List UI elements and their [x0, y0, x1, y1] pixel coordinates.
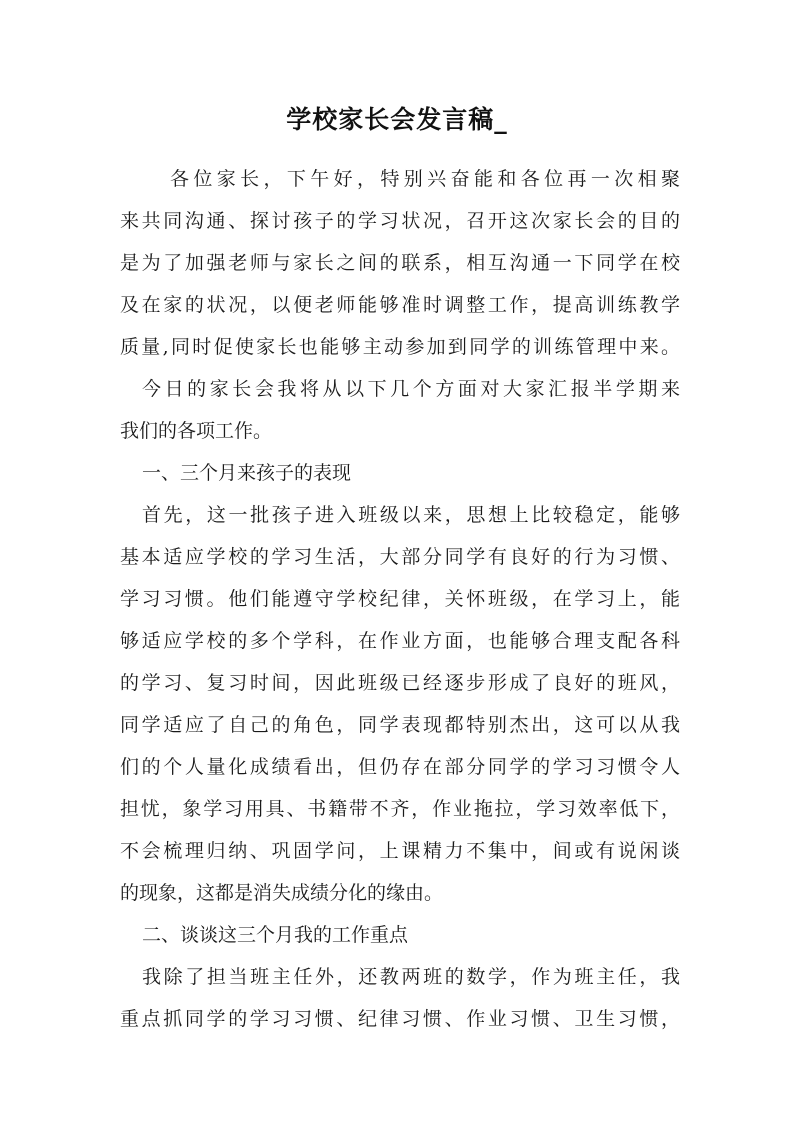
paragraph-line: 各位家长，下午好，特别兴奋能和各位再一次相聚 [170, 168, 680, 190]
paragraph-line: 同学适应了自己的角色，同学表现都特别杰出，这可以从我 [120, 714, 680, 736]
paragraph-line: 的现象，这都是消失成绩分化的缘由。 [120, 882, 444, 904]
section-heading: 二、谈谈这三个月我的工作重点 [142, 924, 409, 946]
paragraph-line: 的学习、复习时间，因此班级已经逐步形成了良好的班风， [120, 672, 680, 694]
paragraph-line: 今日的家长会我将从以下几个方面对大家汇报半学期来 [142, 378, 680, 400]
paragraph-line: 首先，这一批孩子进入班级以来，思想上比较稳定，能够 [142, 504, 680, 526]
paragraph-line: 及在家的状况，以便老师能够准时调整工作，提高训练教学 [120, 294, 680, 316]
paragraph-line: 够适应学校的多个学科，在作业方面，也能够合理支配各科 [120, 630, 680, 652]
paragraph-line: 质量,同时促使家长也能够主动参加到同学的训练管理中来。 [120, 336, 680, 358]
paragraph-line: 是为了加强老师与家长之间的联系，相互沟通一下同学在校 [120, 252, 680, 274]
paragraph-line: 基本适应学校的学习生活，大部分同学有良好的行为习惯、 [120, 546, 680, 568]
paragraph-line: 我们的各项工作。 [120, 420, 273, 442]
document-title: 学校家长会发言稿_ [286, 105, 508, 134]
paragraph-line: 我除了担当班主任外，还教两班的数学，作为班主任，我 [142, 966, 680, 988]
paragraph-line: 不会梳理归纳、巩固学问，上课精力不集中，间或有说闲谈 [120, 840, 680, 862]
document-body [120, 158, 680, 1040]
paragraph-line: 重点抓同学的学习习惯、纪律习惯、作业习惯、卫生习惯， [120, 1008, 680, 1030]
paragraph-line: 担忧，象学习用具、书籍带不齐，作业拖拉，学习效率低下， [120, 798, 680, 820]
paragraph-line: 学习习惯。他们能遵守学校纪律，关怀班级，在学习上，能 [120, 588, 680, 610]
paragraph-line: 们的个人量化成绩看出，但仍存在部分同学的学习习惯令人 [120, 756, 680, 778]
section-heading: 一、三个月来孩子的表现 [142, 462, 352, 484]
paragraph-line: 来共同沟通、探讨孩子的学习状况，召开这次家长会的目的 [120, 210, 680, 232]
